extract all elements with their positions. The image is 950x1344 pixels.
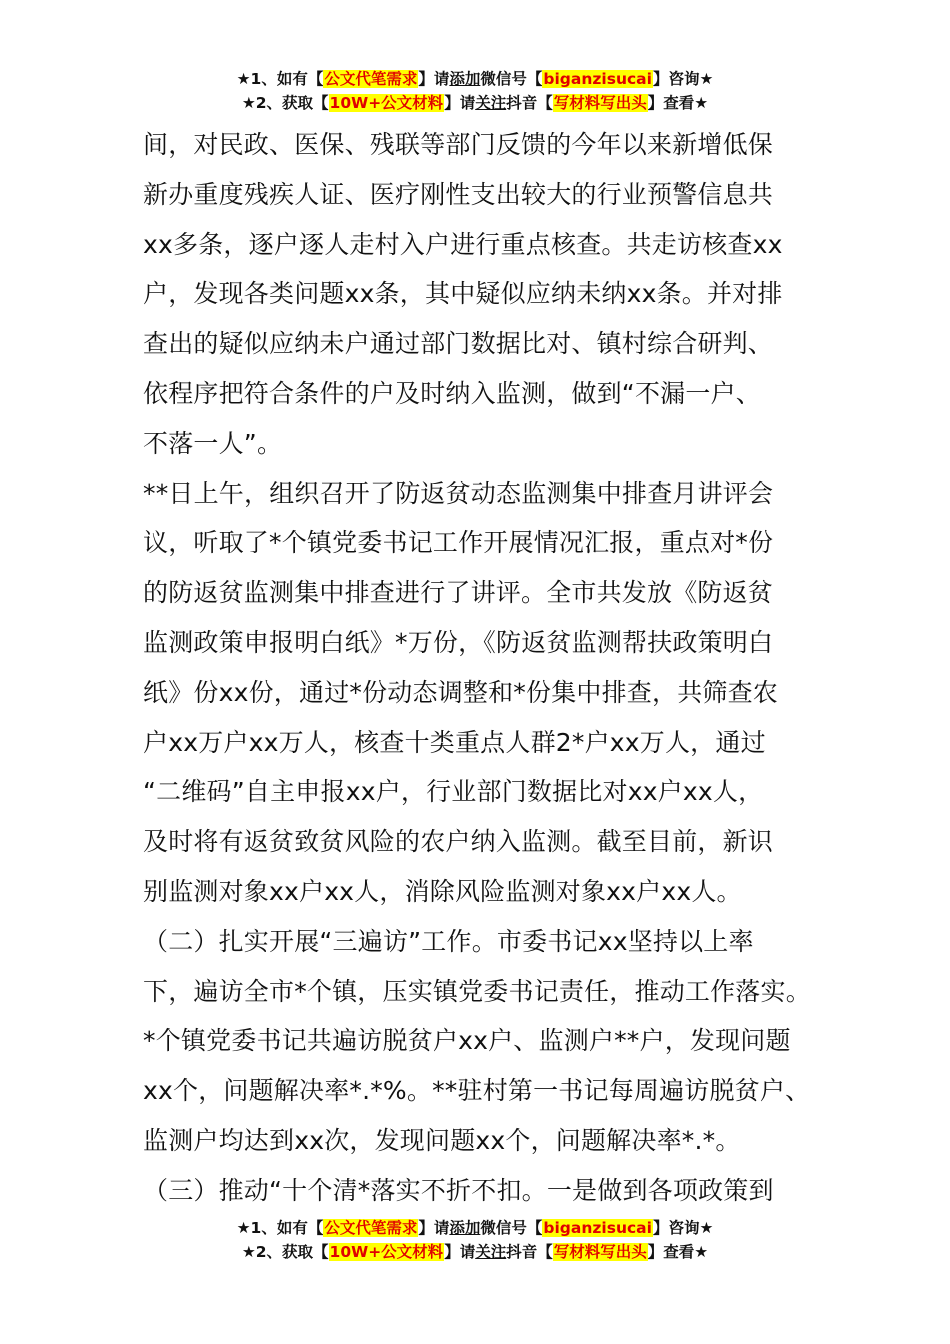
banner-text: 微信号【 [480,70,543,88]
banner-line-2 [0,92,950,116]
banner-text: 】请 [444,94,476,112]
banner-emphasis: 关注 [475,94,507,112]
body-line: 户，发现各类问题xx条，其中疑似应纳未纳xx条。并对排 [143,279,783,309]
body-line: 的防返贫监测集中排查进行了讲评。全市共发放《防返贫 [143,578,774,608]
body-line: （三）推动“十个清*落实不折不扣。一是做到各项政策到 [143,1175,774,1205]
header-banner [0,68,950,116]
body-line: **日上午，组织召开了防返贫动态监测集中排查月讲评会 [143,478,774,508]
banner-text: 抖音【 [506,94,553,112]
banner-text: ★2、获取【 [241,94,329,112]
banner-text: 】查看★ [647,94,709,112]
body-line: 下，遍访全市*个镇，压实镇党委书记责任，推动工作落实。 [143,976,811,1006]
body-line: 查出的疑似应纳未户通过部门数据比对、镇村综合研判、 [143,329,774,359]
banner-text: 】请 [444,1243,476,1261]
banner-highlight: 公文代笔需求 [324,1219,418,1237]
body-line: 监测户均达到xx次，发现问题xx个，问题解决率*.*。 [143,1125,741,1155]
banner-text: ★1、如有【 [236,1219,324,1237]
body-line: 及时将有返贫致贫风险的农户纳入监测。截至目前，新识 [143,827,774,857]
body-line: 间，对民政、医保、残联等部门反馈的今年以来新增低保 [143,130,774,159]
body-line: 别监测对象xx户xx人，消除风险监测对象xx户xx人。 [143,876,742,906]
banner-highlight: 10W+公文材料 [329,94,444,112]
banner-text: 】请 [418,70,450,88]
banner-emphasis: 关注 [475,1243,507,1261]
banner-highlight: 公文代笔需求 [324,70,418,88]
banner-highlight: 写材料写出头 [553,1243,647,1261]
banner-emphasis: 添加 [449,70,481,88]
banner-highlight: 写材料写出头 [553,94,647,112]
banner-line-2 [0,1241,950,1265]
body-line: 依程序把符合条件的户及时纳入监测，做到“不漏一户、 [143,378,761,408]
body-line: 户xx万户xx万人，核查十类重点人群2*户xx万人，通过 [143,727,766,757]
banner-highlight: 10W+公文材料 [329,1243,444,1261]
body-line: xx个，问题解决率*.*%。**驻村第一书记每周遍访脱贫户、 [143,1076,811,1106]
body-line: （二）扎实开展“三遍访”工作。市委书记xx坚持以上率 [143,926,754,956]
banner-highlight: biganzisucai [543,1219,652,1237]
footer-banner [0,1217,950,1265]
banner-line-1 [0,1217,950,1241]
body-line: *个镇党委书记共遍访脱贫户xx户、监测户**户，发现问题 [143,1026,791,1056]
body-line: 监测政策申报明白纸》*万份，《防返贫监测帮扶政策明白 [143,627,774,657]
body-line: 议，听取了*个镇党委书记工作开展情况汇报，重点对*份 [143,528,774,558]
banner-text: 】咨询★ [652,1219,714,1237]
banner-text: 抖音【 [506,1243,553,1261]
banner-text: 】请 [418,1219,450,1237]
body-line: xx多条，逐户逐人走村入户进行重点核查。共走访核查xx [143,229,783,259]
banner-text: 】查看★ [647,1243,709,1261]
body-line: 新办重度残疾人证、医疗刚性支出较大的行业预警信息共 [143,179,774,209]
banner-line-1 [0,68,950,92]
body-line: 纸》份xx份，通过*份动态调整和*份集中排查，共筛查农 [143,677,778,707]
banner-text: 】咨询★ [652,70,714,88]
document-body [143,120,833,1216]
body-line: “二维码”自主申报xx户，行业部门数据比对xx户xx人， [143,777,764,807]
banner-emphasis: 添加 [449,1219,481,1237]
banner-highlight: biganzisucai [543,70,652,88]
banner-text: ★2、获取【 [241,1243,329,1261]
body-line: 不落一人”。 [143,428,283,458]
banner-text: 微信号【 [480,1219,543,1237]
banner-text: ★1、如有【 [236,70,324,88]
